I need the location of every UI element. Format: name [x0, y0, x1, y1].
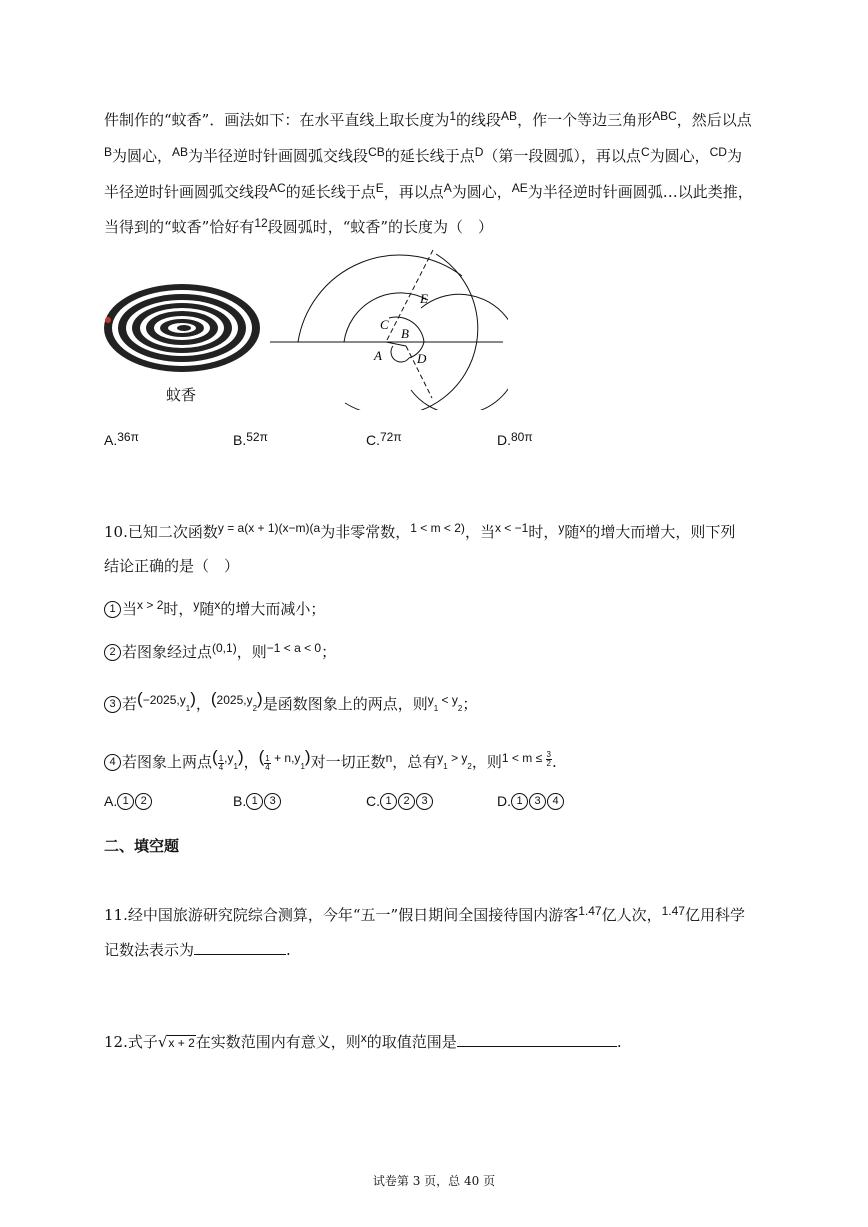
q9-text: 的线段 — [456, 111, 502, 129]
q10-text: 若图象经过点 — [122, 643, 213, 661]
mosquito-coil-image — [100, 280, 265, 380]
fraction-numerator: 1 — [218, 753, 224, 763]
q10-math: y — [437, 751, 444, 765]
label-d: D — [417, 351, 427, 366]
q10-statement-1 — [104, 599, 325, 620]
q10-text: ，则 — [236, 643, 267, 661]
q9-math: 12 — [254, 216, 268, 230]
q10-text: . — [551, 753, 557, 771]
label-c: C — [380, 317, 389, 332]
q10-math: y = a(x + 1)(x−m)(a — [217, 521, 321, 535]
q9-text: 为圆心， — [649, 147, 710, 165]
q9-text: 半径逆时针画圆弧交线段 — [104, 183, 270, 201]
answer-blank[interactable] — [457, 1032, 617, 1047]
q11-text: 记数法表示为 — [104, 941, 195, 959]
q10-math: −1 < a < 0 — [266, 641, 322, 655]
q9-text: 为圆心， — [451, 183, 512, 201]
q10-text: 时， — [528, 523, 559, 541]
q9-text: 当得到的“蚊香”恰好有 — [104, 218, 255, 236]
fraction-numerator: 3 — [546, 749, 551, 759]
q10-math: y — [558, 521, 565, 535]
q10-text: 若 — [122, 695, 138, 713]
q9-text: 为半径逆时针画圆弧交线段 — [188, 147, 369, 165]
circle-number: 4 — [104, 754, 121, 771]
q12-line — [104, 1032, 622, 1053]
circle-number: 3 — [264, 793, 281, 810]
q10-text: 对一切正数 — [310, 753, 386, 771]
q10-statement-3: 3 若($^{-2025,y}_1$)，($^{2025,y}_2$)是函数图象上的两点，则$^y_1$ $^{< y}_2$； — [104, 694, 477, 721]
q10-math: y — [427, 693, 434, 707]
radicand: x + 2 — [168, 1036, 195, 1050]
q10-text: ； — [462, 695, 478, 713]
spiral-diagram — [268, 248, 508, 410]
circle-number: 4 — [547, 793, 564, 810]
q12-text: 的取值范围是 — [366, 1033, 457, 1051]
q10-line-2: 结论正确的是（ ） — [104, 557, 240, 575]
q10-math: y — [193, 598, 200, 612]
q9-text: ，然后以点 — [676, 111, 752, 129]
q10-text: 为非零常数， — [320, 523, 411, 541]
fraction-denominator: 4 — [265, 762, 270, 772]
option-value: 52π — [246, 430, 268, 444]
q10-text: ， — [243, 753, 259, 771]
circle-number: 1 — [380, 793, 397, 810]
q10-math-sub: 2 — [467, 762, 472, 771]
q9-text: 的延长线于点 — [384, 147, 475, 165]
q10-option-b[interactable] — [233, 793, 282, 811]
q10-option-c[interactable] — [366, 793, 434, 811]
q9-text: 段圆弧时，“蚊香”的长度为（ ） — [267, 218, 494, 236]
q11-line-1 — [104, 905, 745, 926]
q9-math: AB — [501, 109, 518, 123]
label-b: B — [401, 326, 409, 341]
q9-math: ABC — [652, 109, 677, 123]
q10-text: 的增大而增大，则下列 — [585, 523, 736, 541]
q10-math: x < −1 — [494, 521, 529, 535]
circle-number: 2 — [398, 793, 415, 810]
q10-math: (0,1) — [212, 641, 237, 655]
option-letter: D. — [497, 432, 511, 448]
q9-math: 1 — [449, 109, 457, 123]
q10-text: ， — [195, 695, 211, 713]
q10-math: > y — [447, 751, 468, 765]
q10-math: ,y — [224, 751, 234, 765]
fraction-denominator: 2 — [546, 758, 551, 768]
q9-text: 件制作的“蚊香”．画法如下：在水平直线上取长度为 — [104, 111, 450, 129]
q10-math: −2025,y — [142, 693, 186, 707]
q11-text: 亿用科学 — [684, 906, 745, 924]
q9-line-1 — [104, 110, 752, 131]
option-value: 36π — [117, 430, 139, 444]
q10-math: 2025,y — [216, 693, 253, 707]
q9-text: 为圆心， — [112, 147, 173, 165]
q9-line-2 — [104, 146, 742, 167]
q10-math-sub: 1 — [433, 704, 439, 713]
q9-math: C — [640, 145, 650, 159]
q9-text: 为半径逆时针画圆弧…以此类推， — [527, 183, 753, 201]
option-value: 72π — [380, 430, 402, 444]
q10-math: 1 < m ≤ — [501, 751, 546, 765]
mosquito-coil-caption: 蚊香 — [166, 386, 197, 404]
q10-text: 若图象上两点 — [122, 753, 213, 771]
q10-math: < y — [438, 693, 458, 707]
q10-text: 时， — [163, 600, 194, 618]
circle-number: 3 — [416, 793, 433, 810]
q9-math: CD — [709, 145, 727, 159]
q10-math-sub: 1 — [233, 762, 238, 771]
circle-number: 1 — [246, 793, 263, 810]
answer-blank[interactable] — [194, 940, 286, 955]
option-letter: A. — [104, 793, 118, 809]
q10-text: 的增大而减小； — [220, 600, 326, 618]
q9-option-d[interactable] — [497, 432, 533, 448]
option-letter: B. — [233, 432, 247, 448]
circle-number: 2 — [135, 793, 152, 810]
q10-math: x > 2 — [137, 598, 164, 612]
square-root: √x + 2 — [157, 1033, 195, 1051]
q10-math: x — [579, 521, 586, 535]
option-letter: A. — [104, 432, 118, 448]
q10-option-d[interactable] — [497, 793, 565, 811]
q9-math: AE — [511, 181, 528, 195]
q10-math-sub: 1 — [300, 762, 305, 771]
q9-option-b[interactable] — [233, 432, 268, 448]
circle-number: 1 — [104, 601, 121, 618]
q12-text: . — [616, 1033, 622, 1051]
fraction — [546, 751, 552, 768]
q10-line-1 — [104, 522, 735, 543]
q12-text: 在实数范围内有意义，则 — [195, 1033, 361, 1051]
circle-number: 3 — [529, 793, 546, 810]
circle-number: 3 — [104, 696, 121, 713]
q9-text: （第一段圆弧），再以点 — [483, 147, 641, 165]
q10-math: + n,y — [270, 751, 301, 765]
q10-text: ； — [321, 643, 337, 661]
q9-option-a[interactable] — [104, 432, 139, 448]
q9-math: B — [104, 145, 113, 159]
label-a: A — [374, 348, 382, 363]
q9-math: CB — [368, 145, 385, 159]
q11-text: . — [286, 941, 291, 959]
option-value: 80π — [511, 430, 533, 444]
option-letter: C. — [366, 432, 380, 448]
q9-math: D — [474, 145, 484, 159]
q12-text: 12.式子 — [104, 1033, 158, 1051]
label-e: E — [420, 291, 428, 306]
option-letter: C. — [366, 793, 380, 809]
fraction-denominator: 4 — [218, 762, 224, 772]
option-letter: B. — [233, 793, 247, 809]
fraction-numerator: 1 — [265, 753, 270, 763]
q10-math-sub: 2 — [457, 704, 463, 713]
q9-math: AB — [172, 145, 189, 159]
circle-number: 2 — [104, 644, 121, 661]
q9-line-4 — [104, 217, 493, 238]
q10-text: ，当 — [464, 523, 495, 541]
q12-math: x — [360, 1031, 367, 1045]
q10-text: 随 — [199, 600, 215, 618]
q10-text: 随 — [564, 523, 580, 541]
q11-line-2 — [104, 940, 291, 960]
q11-text: 11.经中国旅游研究院综合测算，今年“五一”假日期间全国接待国内游客 — [104, 906, 579, 924]
q11-math: 1.47 — [661, 904, 685, 918]
q10-text: 是函数图象上的两点，则 — [262, 695, 428, 713]
q9-text: 为 — [726, 147, 742, 165]
q11-text: 亿人次， — [601, 906, 662, 924]
q10-math: 1 < m < 2) — [410, 521, 465, 535]
q9-option-c[interactable] — [366, 432, 402, 448]
q10-statement-4: 4 若图象上两点( $\frac{1}{4}$ $^{,y}_1$)，( $\frac{1}{4}$ $^{+ n,y}_1$)对一切正数$^n$，总有$^y_1$ $^{> y}_2$，则$^{1 < m \le}$ $\frac{3}{2}$ . — [104, 752, 557, 779]
q9-math: A — [443, 181, 452, 195]
page-footer: 试卷第 3 页，总 40 页 — [372, 1174, 496, 1188]
q10-statement-2 — [104, 642, 336, 663]
option-letter: D. — [497, 793, 511, 809]
section-heading: 二、填空题 — [104, 837, 180, 855]
q10-math-sub: 1 — [185, 704, 191, 713]
circle-number: 1 — [511, 793, 528, 810]
q11-math: 1.47 — [578, 904, 602, 918]
q9-text: 的延长线于点 — [285, 183, 376, 201]
fraction — [264, 755, 270, 772]
q10-math: n — [385, 751, 393, 765]
q9-text: ，再以点 — [383, 183, 444, 201]
q10-text: ，则 — [471, 753, 502, 771]
q10-text: 当 — [122, 600, 138, 618]
q9-math: E — [375, 181, 384, 195]
circle-number: 1 — [117, 793, 134, 810]
q9-line-3 — [104, 182, 753, 203]
q10-math-sub: 2 — [252, 704, 258, 713]
q10-text: 10.已知二次函数 — [104, 523, 218, 541]
q10-math: x — [214, 598, 221, 612]
q10-option-a[interactable] — [104, 793, 153, 811]
q10-text: ，总有 — [392, 753, 438, 771]
q9-text: ，作一个等边三角形 — [517, 111, 653, 129]
q9-math: AC — [269, 181, 286, 195]
q10-math-sub: 1 — [443, 762, 448, 771]
